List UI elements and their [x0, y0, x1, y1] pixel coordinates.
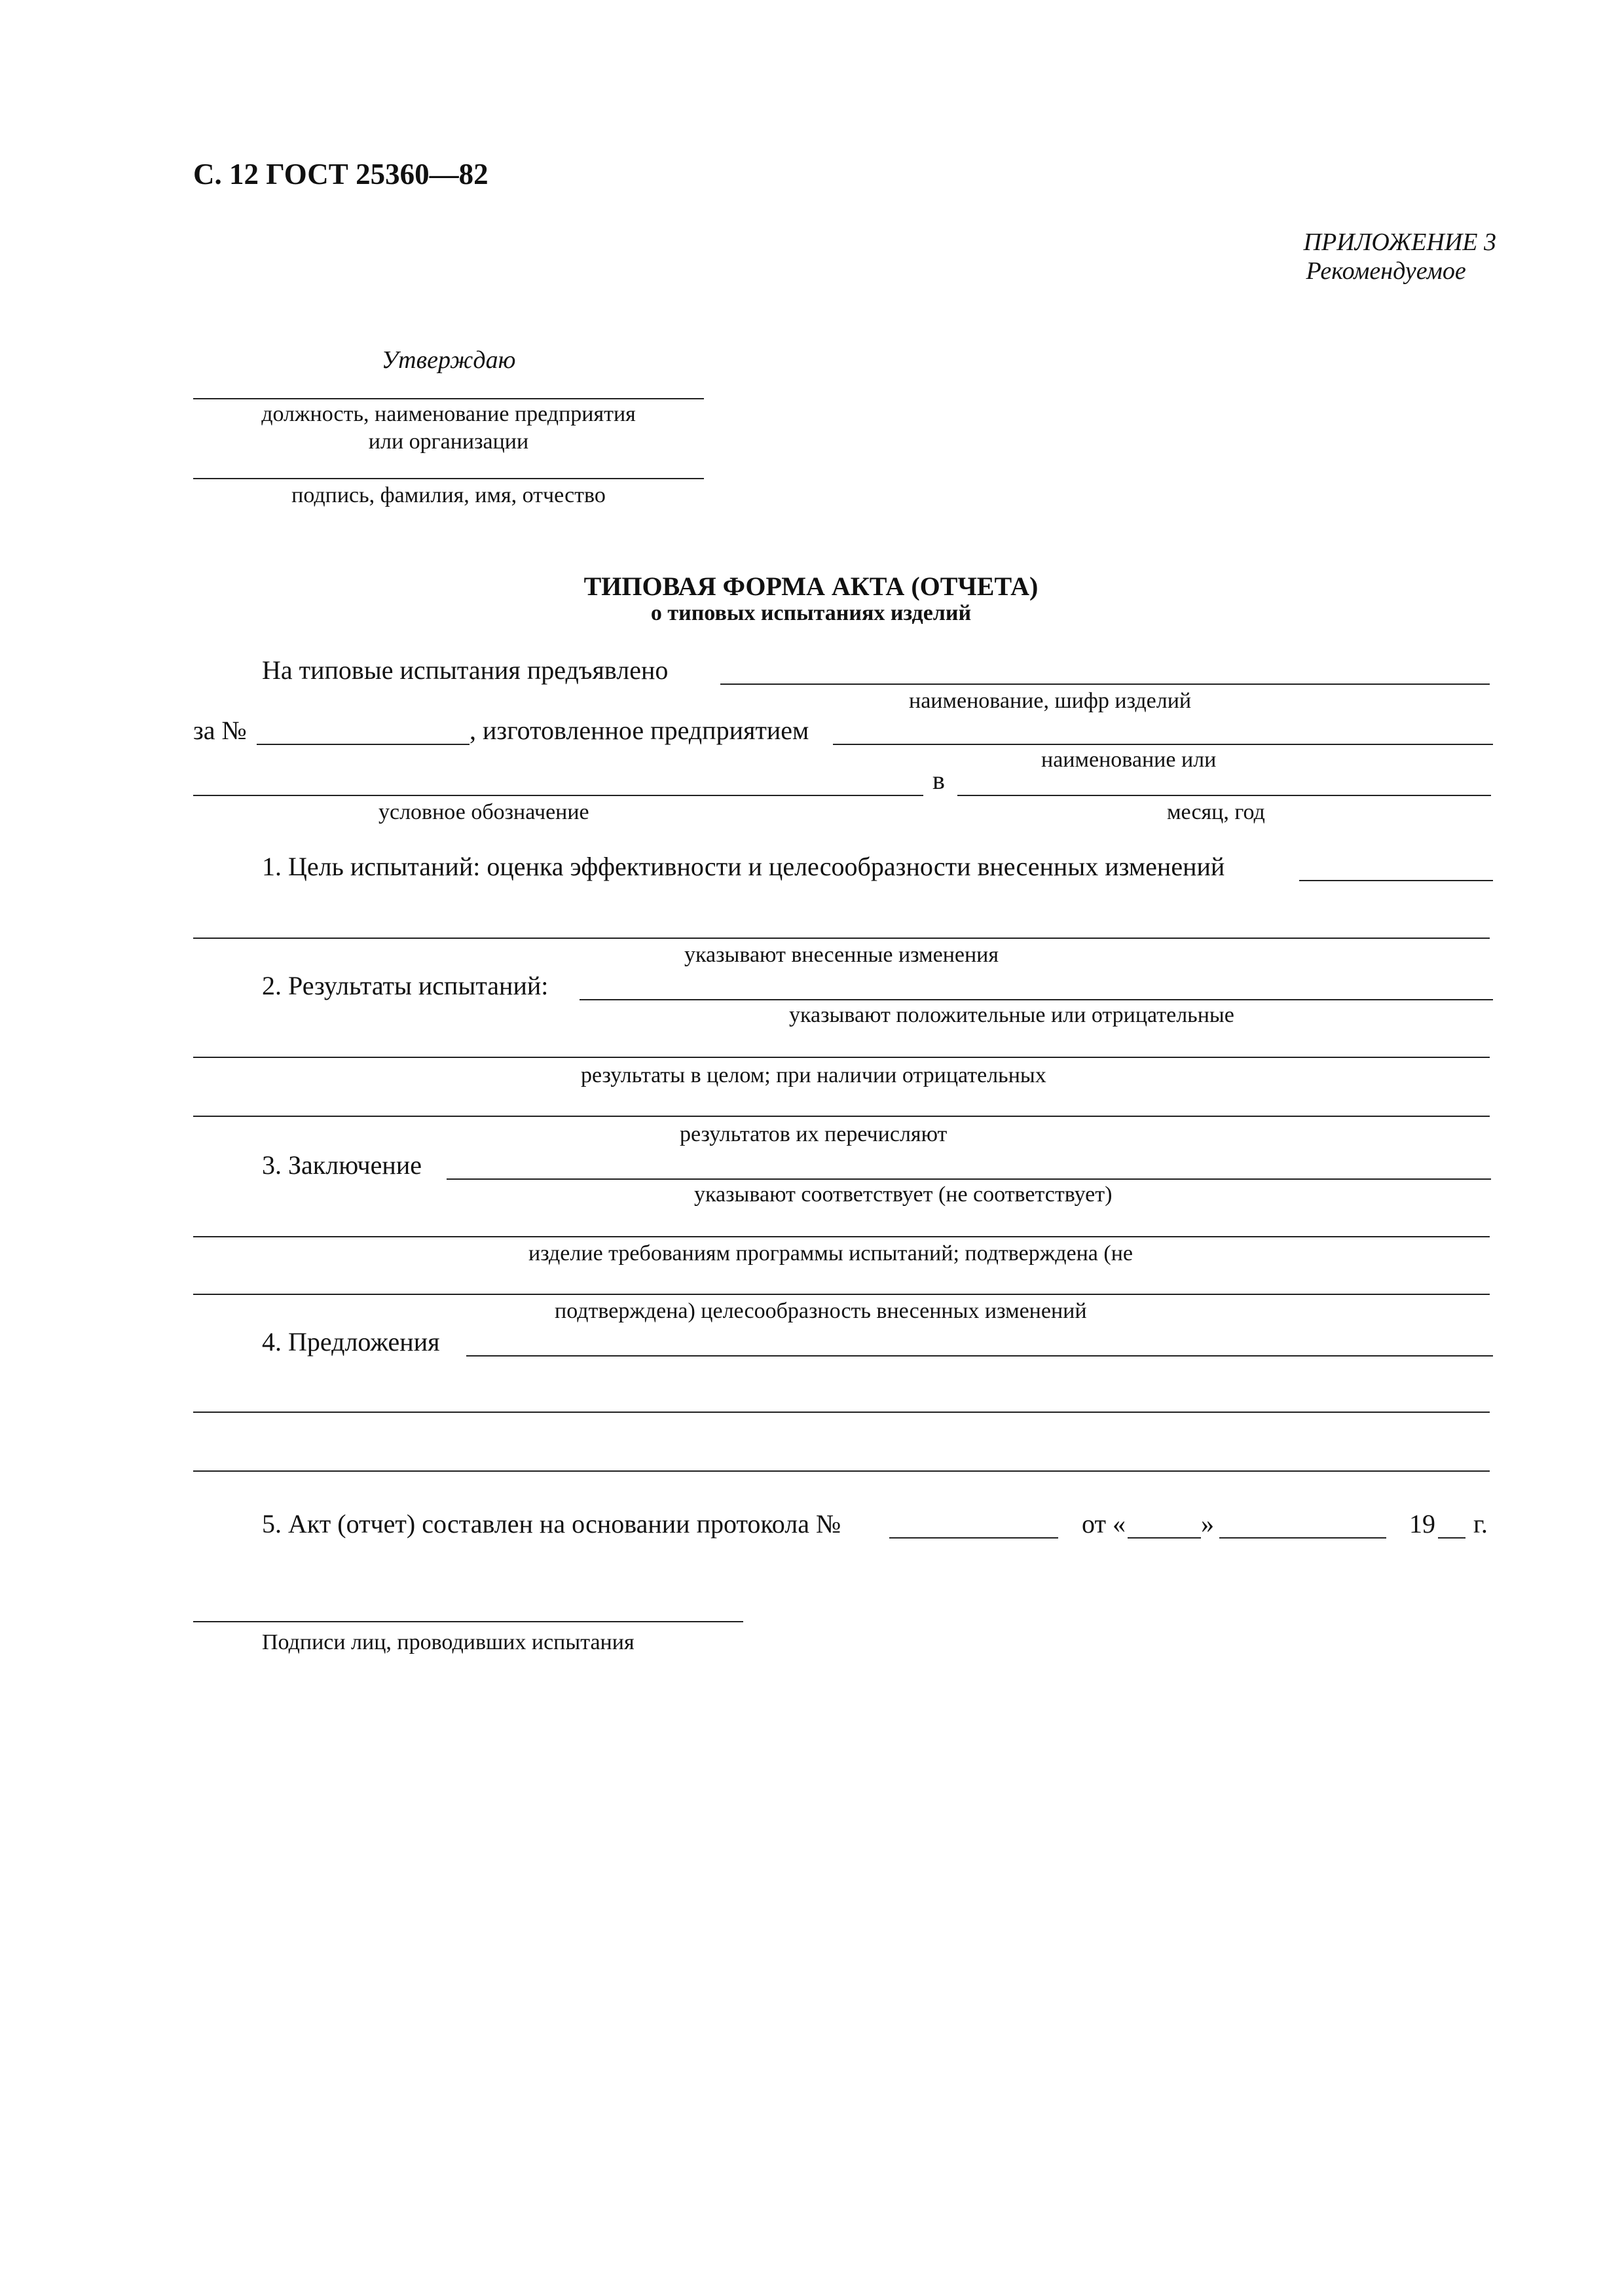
- conclusion-line-3[interactable]: [193, 1294, 1490, 1295]
- signatures-line[interactable]: [193, 1621, 743, 1622]
- product-name-hint: наименование, шифр изделий: [909, 689, 1192, 713]
- manufacturer-line[interactable]: [833, 744, 1493, 745]
- results-hint-1: указывают положительные или отрицательные: [789, 1003, 1234, 1027]
- appendix-status: Рекомендуемое: [1306, 257, 1466, 285]
- designation-hint: условное обозначение: [378, 800, 589, 824]
- item-act: 5. Акт (отчет) составлен на основании протокола №: [262, 1509, 841, 1539]
- act-year-suffix: г.: [1473, 1509, 1488, 1539]
- item-goal: 1. Цель испытаний: оценка эффективности и целесообразности внесенных изменений: [262, 852, 1225, 881]
- proposals-line-2[interactable]: [193, 1412, 1490, 1413]
- conclusion-line-2[interactable]: [193, 1236, 1490, 1237]
- signatures-hint: Подписи лиц, проводивших испытания: [262, 1630, 635, 1654]
- approval-position-line[interactable]: [193, 398, 704, 399]
- conclusion-hint-2: изделие требованиям программы испытаний; подтверждена (не: [528, 1241, 1133, 1266]
- goal-line-1[interactable]: [1299, 880, 1493, 881]
- appendix-label: [1304, 228, 1496, 285]
- protocol-number-line[interactable]: [889, 1537, 1058, 1539]
- goal-line-2[interactable]: [193, 938, 1490, 939]
- proposals-line-3[interactable]: [193, 1470, 1490, 1472]
- results-line-2[interactable]: [193, 1057, 1490, 1058]
- conclusion-line-1[interactable]: [447, 1178, 1491, 1180]
- approval-position-hint: должность, наименование предприятия: [261, 402, 636, 426]
- act-year-line[interactable]: [1438, 1537, 1465, 1539]
- designation-line[interactable]: [193, 795, 923, 796]
- act-from-label: от «: [1082, 1509, 1126, 1539]
- results-hint-3: результатов их перечисляют: [680, 1122, 948, 1146]
- conclusion-hint-3: подтверждена) целесообразность внесенных изменений: [555, 1299, 1087, 1323]
- proposals-line-1[interactable]: [466, 1355, 1493, 1357]
- in-label: в: [932, 765, 945, 795]
- month-year-line[interactable]: [957, 795, 1491, 796]
- number-line[interactable]: [257, 744, 470, 745]
- approval-signature-line[interactable]: [193, 478, 704, 479]
- product-name-line[interactable]: [720, 683, 1490, 685]
- appendix-number: ПРИЛОЖЕНИЕ 3: [1303, 228, 1496, 256]
- results-hint-2: результаты в целом; при наличии отрицательных: [581, 1063, 1046, 1087]
- manufacturer-hint: наименование или: [1041, 748, 1217, 772]
- number-label: за №: [193, 716, 247, 745]
- form-subtitle: о типовых испытаниях изделий: [650, 601, 972, 625]
- form-title: ТИПОВАЯ ФОРМА АКТА (ОТЧЕТА): [583, 572, 1039, 601]
- made-by-label: , изготовленное предприятием: [470, 716, 809, 745]
- month-year-hint: месяц, год: [1167, 800, 1265, 824]
- approval-signature-hint: подпись, фамилия, имя, отчество: [291, 483, 606, 507]
- results-line-1[interactable]: [580, 999, 1493, 1000]
- approval-organization-hint: или организации: [368, 429, 529, 454]
- page-header: С. 12 ГОСТ 25360—82: [193, 158, 488, 191]
- goal-hint: указывают внесенные изменения: [684, 943, 999, 967]
- act-year-prefix: 19: [1409, 1509, 1435, 1539]
- act-quote-close: »: [1201, 1509, 1214, 1539]
- act-day-line[interactable]: [1128, 1537, 1201, 1539]
- act-month-line[interactable]: [1219, 1537, 1386, 1539]
- approval-title: Утверждаю: [381, 346, 516, 374]
- item-proposals: 4. Предложения: [262, 1327, 440, 1357]
- results-line-3[interactable]: [193, 1116, 1490, 1117]
- conclusion-hint-1: указывают соответствует (не соответствует): [694, 1182, 1113, 1207]
- presented-label: На типовые испытания предъявлено: [262, 655, 669, 685]
- item-results: 2. Результаты испытаний:: [262, 971, 549, 1000]
- item-conclusion: 3. Заключение: [262, 1150, 422, 1180]
